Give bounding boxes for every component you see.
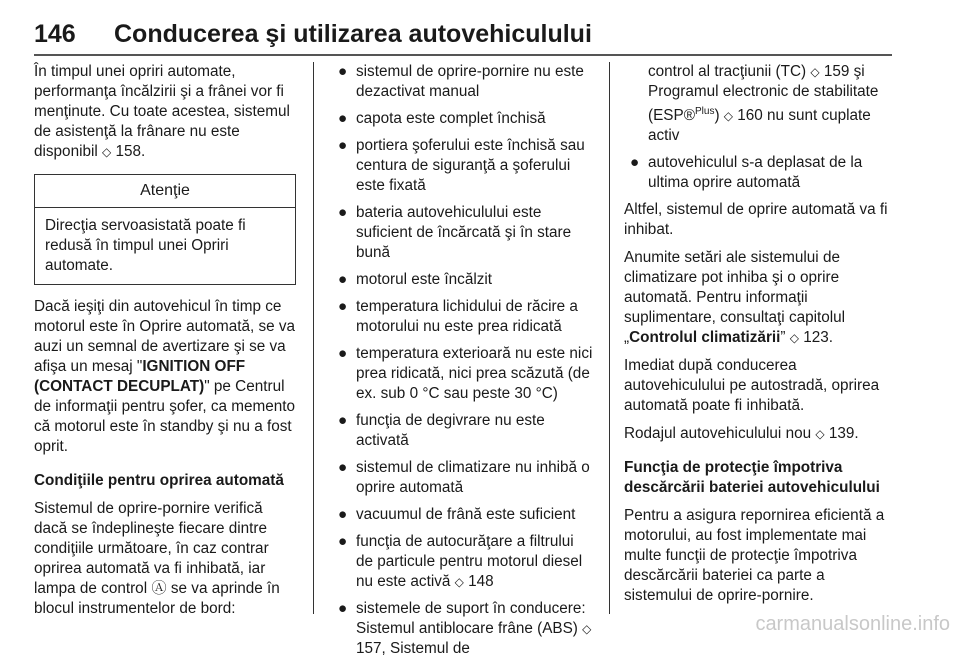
page-ref-arrow-icon: ◇ [723,109,734,124]
page-number: 146 [34,19,76,48]
page-ref-arrow-icon: ◇ [582,622,592,636]
section-heading: Funcţia de protecţie împotriva descărcării bateriei autovehiculului [624,459,880,497]
conditions-list-cont [624,153,890,193]
paragraph: Altfel, sistemul de oprire automată va fi inhibat. [624,201,888,239]
list-item: ● motorul este încălzit [338,271,493,288]
list-item-continuation: control al tracţiunii (TC) ◇ 159 şi Programul electronic de stabilitate (ESP®$^{Plus}$) ◇ 160 nu sunt cuplate activ [648,63,879,145]
chapter-link-text: Controlul climatizării [629,329,781,347]
page-ref-arrow-icon: ◇ [815,427,825,442]
page-ref: 158. [115,143,146,160]
section-heading: Condiţiile pentru oprirea automată [34,472,284,489]
bullet-icon: ● [338,459,348,476]
column-divider-2 [609,62,610,614]
list-item: ● sistemul de oprire-pornire nu este dezactivat manual [338,63,584,100]
page-ref-arrow-icon: ◇ [789,331,799,346]
column-3 [624,62,890,614]
bullet-icon: ● [338,533,348,550]
page-ref: 123. [803,329,834,347]
bullet-icon: ● [338,506,348,523]
page-ref: 139. [828,425,859,443]
page-ref-arrow-icon: ◇ [810,65,820,79]
list-item: ● portiera şoferului este închisă sau centura de siguranţă a şoferului este fixată [338,137,585,194]
paragraph: Imediat după conducerea autovehiculului pe autostradă, oprirea automată poate fi inhibată. [624,357,880,415]
message-text: IGNITION OFF (CONTACT DECUPLAT) [34,358,246,395]
page-ref: 159 şi [823,63,865,80]
paragraph: Rodajul autovehiculului nou ◇ 139. [624,425,859,443]
page-ref: 160 nu [737,107,785,125]
page-ref-arrow-icon: ◇ [454,575,464,589]
paragraph: Anumite setări ale sistemului de climatizare pot inhiba şi o oprire automată. Pentru informaţii suplimentare, consultaţi capitolul „Controlul climatizării” ◇ 123. [624,249,846,347]
bullet-icon: ● [338,271,348,288]
paragraph: În timpul unei opriri automate, performanţa încălzirii şi a frânei vor fi menţinute. Cu toate acestea, sistemul de asistenţă la frânare nu este disponibil ◇ 158. [34,63,290,160]
notice-box [34,174,296,285]
page-ref: 157, Sistemul de [356,640,470,657]
list-item: ● temperatura exterioară nu este nici prea ridicată, nici prea scăzută (de ex. sub 0 °C sau peste 30 °C) [338,345,593,402]
bullet-icon: ● [338,600,348,617]
page-ref-arrow-icon: ◇ [102,145,112,159]
notice-title: Atenţie [35,175,295,208]
paragraph: Sistemul de oprire-pornire verifică dacă se îndeplineşte fiecare dintre condiţiile următoare, în caz contrar oprirea automată va fi inhibată, iar lampa de control Ⓐ se va aprinde în blocul instrumentelor de bord: [34,500,280,617]
bullet-icon: ● [630,154,640,172]
list-item: ● funcţia de degivrare nu este activată [338,412,545,449]
bullet-icon: ● [338,298,348,315]
list-item: ● capota este complet închisă [338,110,546,127]
list-item: ● vacuumul de frână este suficient [338,506,576,523]
conditions-list [332,62,594,659]
list-item: ● autovehiculul s-a deplasat de la ultima oprire automată [630,154,863,192]
page-ref: 148 [468,573,494,590]
bullet-icon: ● [338,412,348,429]
header-rule [34,54,892,56]
list-item: ● sistemul de climatizare nu inhibă o oprire automată [338,459,590,496]
list-item: ● bateria autovehiculului este suficient de încărcată şi în stare bună [338,204,572,261]
bullet-icon: ● [338,110,348,127]
paragraph: Dacă ieşiţi din autovehicul în timp ce motorul este în Oprire automată, se va auzi un semnal de avertizare şi se va afişa un mesaj "IGNITION OFF (CONTACT DECUPLAT)" pe Centrul de informaţii pentru şofer, ca memento că motorul este în standby şi nu a fost oprit. [34,298,296,455]
paragraph: Pentru a asigura repornirea eficientă a motorului, au fost implementate mai multe funcţii de protecţie împotriva descărcării bateriei ca parte a sistemului de oprire-pornire. [624,507,885,605]
bullet-icon: ● [338,204,348,221]
column-1 [34,62,296,627]
column-2 [332,62,594,666]
list-item: ● funcţia de autocurăţare a filtrului de particule pentru motorul diesel nu este activă ◇ 148 [338,533,583,590]
page-header [34,14,934,54]
list-item: ● temperatura lichidului de răcire a motorului nu este prea ridicată [338,298,578,335]
list-item: ● sistemele de suport în conducere: Sistemul antiblocare frâne (ABS) ◇ 157, Sistemul de [338,600,592,657]
column-divider-1 [313,62,314,614]
chapter-title: Conducerea şi utilizarea autovehiculului [114,19,592,48]
bullet-icon: ● [338,137,348,154]
watermark: carmanualsonline.info [755,613,950,635]
bullet-icon: ● [338,63,348,80]
notice-body: Direcţia servoasistată poate fi redusă în timpul unei Opriri automate. [45,217,246,274]
bullet-icon: ● [338,345,348,362]
auto-stop-control-lamp-icon: Ⓐ [151,580,167,597]
